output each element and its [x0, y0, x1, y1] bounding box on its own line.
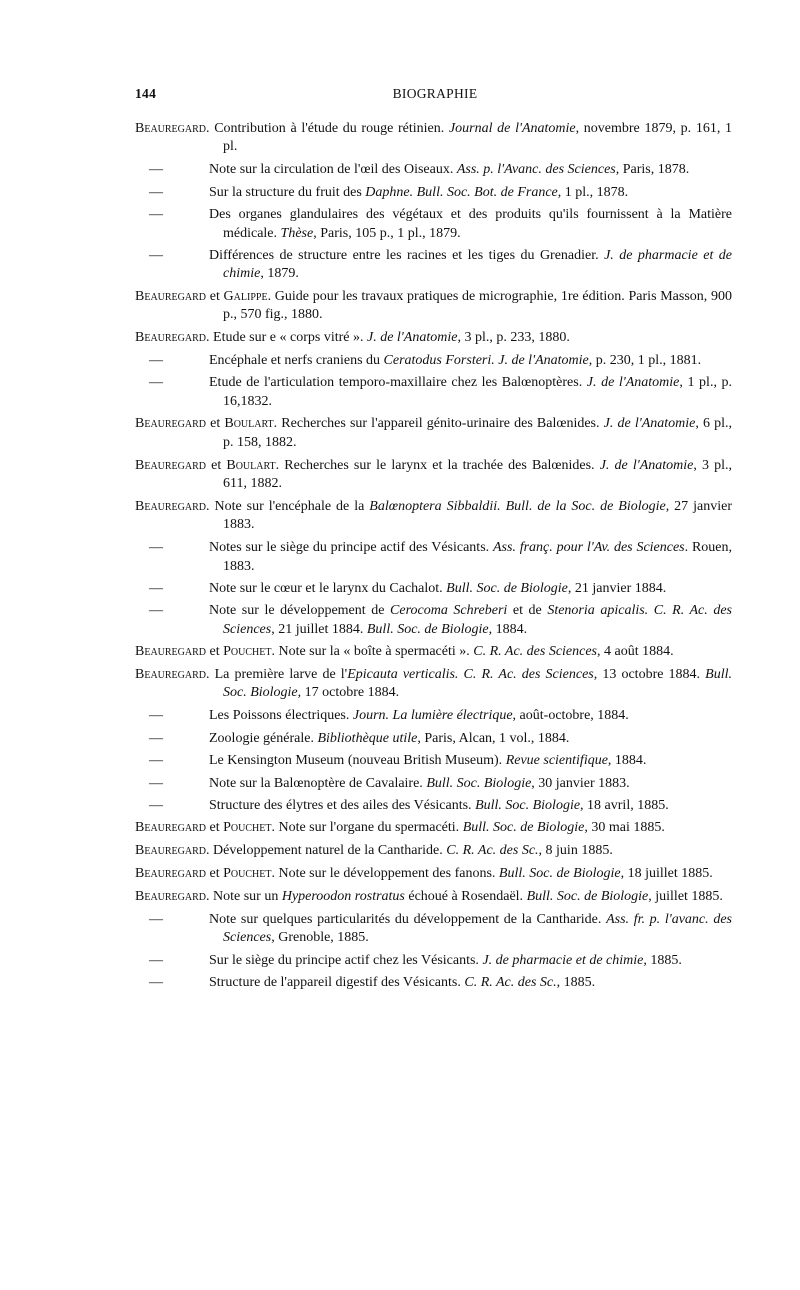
citation-text: , 8 juin 1885. — [538, 843, 613, 859]
author-name: Beauregard — [135, 330, 207, 346]
citation-italic: Ass. fr. p. l'avanc. des Sciences — [223, 912, 732, 946]
citation-text: , Paris, 1878. — [615, 162, 690, 178]
citation-italic: Bull. Soc. de Biologie — [498, 866, 621, 882]
citation-text: , 17 octobre 1884. — [297, 685, 400, 701]
bibliography-entry — [135, 498, 732, 535]
entry-dash: — — [149, 912, 163, 928]
author-name: Beauregard — [135, 843, 207, 859]
bibliography-entry — [135, 329, 732, 347]
citation-italic: Thèse — [280, 225, 314, 241]
citation-text: et — [206, 288, 224, 304]
citation-italic: Journal de l'Anatomie — [448, 121, 576, 136]
author-name: Pouchet — [223, 644, 272, 660]
citation-italic: Bull. Soc. de Biologie — [366, 621, 489, 637]
citation-text: échoué à Rosendaël. — [404, 889, 527, 905]
citation-text: . Note sur un — [206, 889, 282, 905]
citation-text: Note sur la circulation de l'œil des Oiseaux. — [209, 162, 457, 178]
citation-text: , 30 janvier 1883. — [531, 775, 630, 791]
citation-italic: Revue scientifique — [505, 753, 608, 769]
citation-text: , 3 pl., 611, 1882. — [223, 457, 733, 491]
bibliography-subentry — [135, 707, 732, 725]
citation-text: Note sur la Balœnoptère de Cavalaire. — [209, 775, 427, 791]
citation-italic: Ceratodus Forsteri. J. de l'Anatomie — [383, 352, 589, 368]
citation-italic: J. de pharmacie et de chimie — [482, 952, 644, 968]
citation-text: , 1 pl., p. 16,1832. — [223, 375, 733, 409]
entry-dash: — — [149, 184, 163, 200]
citation-italic: Epicauta verticalis. C. R. Ac. des Sciences — [347, 667, 594, 683]
author-name: Beauregard — [135, 416, 207, 432]
author-name: Beauregard — [135, 121, 207, 136]
author-name: Beauregard — [135, 457, 207, 473]
author-name: Beauregard — [135, 288, 207, 304]
citation-text: , 4 août 1884. — [597, 644, 674, 660]
citation-text: . Rouen, 1883. — [223, 540, 732, 574]
citation-text: et — [206, 820, 224, 836]
page-header — [135, 86, 735, 106]
bibliography-subentry — [135, 730, 732, 748]
author-name: Boulart — [224, 416, 274, 432]
entry-dash: — — [149, 753, 163, 769]
bibliography-entry — [135, 865, 732, 883]
citation-text: , novembre 1879, p. 161, 1 pl. — [223, 121, 732, 155]
citation-italic: J. de l'Anatomie — [603, 416, 696, 432]
entry-dash: — — [149, 375, 163, 391]
citation-text: . Note sur l'organe du spermacéti. — [271, 820, 463, 836]
citation-italic: Bull. Soc. de Biologie — [446, 580, 568, 596]
citation-text: , Paris, 105 p., 1 pl., 1879. — [313, 225, 461, 241]
entry-dash: — — [149, 540, 163, 556]
citation-text: . Recherches sur le larynx et la trachée des Balœnides. — [275, 457, 600, 473]
citation-text: , p. 230, 1 pl., 1881. — [588, 352, 702, 368]
citation-italic: Cerocoma Schreberi — [390, 603, 508, 619]
bibliography-subentry — [135, 352, 732, 370]
bibliography-entry — [135, 457, 732, 494]
citation-text: . Note sur le développement des fanons. — [271, 866, 499, 882]
bibliography-entry — [135, 842, 732, 860]
citation-text: et — [206, 457, 227, 473]
author-name: Beauregard — [135, 820, 207, 836]
bibliography-list — [135, 120, 732, 997]
citation-text: , 18 juillet 1885. — [620, 866, 713, 882]
bibliography-subentry — [135, 974, 732, 992]
citation-italic: C. R. Ac. des Sc. — [464, 975, 557, 991]
entry-dash: — — [149, 798, 163, 813]
bibliography-entry — [135, 888, 732, 906]
citation-text: . Contribution à l'étude du rouge rétinien. — [206, 121, 449, 136]
citation-italic: Bull. Soc. de Biologie — [462, 820, 585, 836]
bibliography-entry — [135, 666, 732, 703]
author-name: Beauregard — [135, 498, 207, 514]
citation-italic: Ass. franç. pour l'Av. des Sciences — [492, 540, 685, 556]
citation-text: . Développement naturel de la Cantharide. — [206, 843, 447, 859]
author-name: Beauregard — [135, 644, 207, 660]
citation-italic: Bull. Soc. de Biologie — [526, 889, 649, 905]
entry-dash: — — [149, 162, 163, 178]
bibliography-subentry — [135, 580, 732, 598]
entry-dash: — — [149, 952, 163, 968]
citation-italic: Balœnoptera Sibbaldii. Bull. de la Soc. de Biologie — [369, 498, 666, 514]
citation-text: et — [206, 644, 224, 660]
citation-text: Le Kensington Museum (nouveau British Museum). — [209, 753, 506, 769]
citation-italic: Bull. Soc. Biologie — [426, 775, 532, 791]
citation-text: , août-octobre, 1884. — [512, 708, 629, 724]
citation-text: Note sur le développement de — [209, 603, 391, 619]
citation-text: . Guide pour les travaux pratiques de micrographie, 1re édition. Paris Masson, 900 p., 570 fig., 1880. — [223, 288, 732, 323]
bibliography-subentry — [135, 206, 732, 243]
citation-text: Structure de l'appareil digestif des Vésicants. — [209, 975, 465, 991]
citation-italic: Stenoria apicalis. C. R. Ac. des Sciences — [223, 603, 732, 637]
citation-text: , 21 janvier 1884. — [567, 580, 667, 596]
citation-italic: C. R. Ac. des Sciences — [473, 644, 598, 660]
citation-text: Sur le siège du principe actif chez les Vésicants. — [209, 952, 483, 968]
bibliography-subentry — [135, 247, 732, 284]
citation-text: Etude de l'articulation temporo-maxillaire chez les Balœnoptères. — [209, 375, 587, 391]
bibliography-subentry — [135, 797, 732, 815]
citation-text: . Note sur la « boîte à spermacéti ». — [271, 644, 474, 660]
bibliography-subentry — [135, 184, 732, 202]
citation-italic: Bull. Soc. Biologie — [475, 798, 581, 813]
citation-text: et de — [507, 603, 548, 619]
bibliography-subentry — [135, 752, 732, 770]
bibliography-entry — [135, 415, 732, 452]
bibliography-entry — [135, 120, 732, 157]
author-name: Beauregard — [135, 889, 207, 905]
bibliography-subentry — [135, 539, 732, 576]
citation-text: , 1884. — [488, 621, 528, 637]
entry-dash: — — [149, 603, 163, 619]
citation-text: , 1885. — [556, 975, 596, 991]
citation-text: , 18 avril, 1885. — [580, 798, 669, 813]
entry-dash: — — [149, 352, 163, 368]
bibliography-subentry — [135, 911, 732, 948]
bibliography-entry — [135, 819, 732, 837]
citation-text: . La première larve de l' — [206, 667, 348, 683]
citation-text: , Paris, Alcan, 1 vol., 1884. — [417, 730, 570, 746]
author-name: Pouchet — [223, 820, 272, 836]
citation-italic: Daphne. Bull. Soc. Bot. de France — [365, 184, 558, 200]
citation-text: , 3 pl., p. 233, 1880. — [457, 330, 570, 346]
bibliography-entry — [135, 643, 732, 661]
bibliography-entry — [135, 288, 732, 325]
citation-text: , 30 mai 1885. — [584, 820, 665, 836]
citation-italic: J. de l'Anatomie — [599, 457, 694, 473]
bibliography-subentry — [135, 602, 732, 639]
citation-text: , 6 pl., p. 158, 1882. — [223, 416, 733, 450]
citation-text: , 1879. — [260, 266, 299, 282]
page-number: 144 — [135, 86, 157, 101]
citation-italic: J. de l'Anatomie — [366, 330, 458, 346]
bibliography-subentry — [135, 161, 732, 179]
citation-italic: Hyperoodon rostratus — [281, 889, 405, 905]
bibliography-subentry — [135, 952, 732, 970]
entry-dash: — — [149, 975, 163, 991]
citation-text: et — [206, 866, 224, 882]
author-name: Boulart — [226, 457, 276, 473]
author-name: Beauregard — [135, 667, 207, 683]
citation-text: et — [206, 416, 225, 432]
citation-italic: Bibliothèque utile — [317, 730, 418, 746]
citation-text: Note sur le cœur et le larynx du Cachalot. — [209, 580, 447, 596]
citation-text: . Etude sur e « corps vitré ». — [206, 330, 367, 346]
entry-dash: — — [149, 730, 163, 746]
citation-text: , 21 juillet 1884. — [271, 621, 367, 637]
citation-text: Note sur quelques particularités du développement de la Cantharide. — [209, 912, 607, 928]
entry-dash: — — [149, 708, 163, 724]
citation-text: Encéphale et nerfs craniens du — [209, 352, 384, 368]
author-name: Galippe — [223, 288, 268, 304]
citation-italic: J. de l'Anatomie — [586, 375, 680, 391]
bibliography-subentry — [135, 775, 732, 793]
citation-italic: Ass. p. l'Avanc. des Sciences — [456, 162, 616, 178]
citation-text: . Note sur l'encéphale de la — [206, 498, 370, 514]
citation-text: Des organes glandulaires des végétaux et des produits qu'ils fournissent à la Matière médicale. — [209, 207, 732, 241]
citation-text: Les Poissons électriques. — [209, 708, 353, 724]
citation-text: Zoologie générale. — [209, 730, 318, 746]
citation-italic: J. de pharmacie et de chimie — [223, 247, 732, 282]
author-name: Pouchet — [223, 866, 272, 882]
citation-text: Sur la structure du fruit des — [209, 184, 366, 200]
citation-text: , juillet 1885. — [648, 889, 723, 905]
citation-text: Notes sur le siège du principe actif des Vésicants. — [209, 540, 493, 556]
citation-text: , Grenoble, 1885. — [271, 930, 369, 946]
running-title: BIOGRAPHIE — [392, 86, 478, 101]
entry-dash: — — [149, 580, 163, 596]
citation-italic: C. R. Ac. des Sc. — [446, 843, 539, 859]
citation-text: , 1 pl., 1878. — [557, 184, 629, 200]
entry-dash: — — [149, 207, 163, 223]
citation-text: , 27 janvier 1883. — [223, 498, 733, 533]
entry-dash: — — [149, 247, 163, 263]
citation-text: Différences de structure entre les racines et les tiges du Grenadier. — [209, 247, 605, 263]
bibliography-subentry — [135, 374, 732, 411]
author-name: Beauregard — [135, 866, 207, 882]
citation-text: , 1885. — [643, 952, 682, 968]
entry-dash: — — [149, 775, 163, 791]
citation-text: Structure des élytres et des ailes des Vésicants. — [209, 798, 476, 813]
citation-text: . Recherches sur l'appareil génito-urinaire des Balœnides. — [273, 416, 604, 432]
citation-italic: Bull. Soc. Biologie — [223, 667, 733, 701]
citation-italic: Journ. La lumière électrique — [352, 708, 513, 724]
citation-text: , 13 octobre 1884. — [593, 667, 706, 683]
citation-text: , 1884. — [607, 753, 647, 769]
